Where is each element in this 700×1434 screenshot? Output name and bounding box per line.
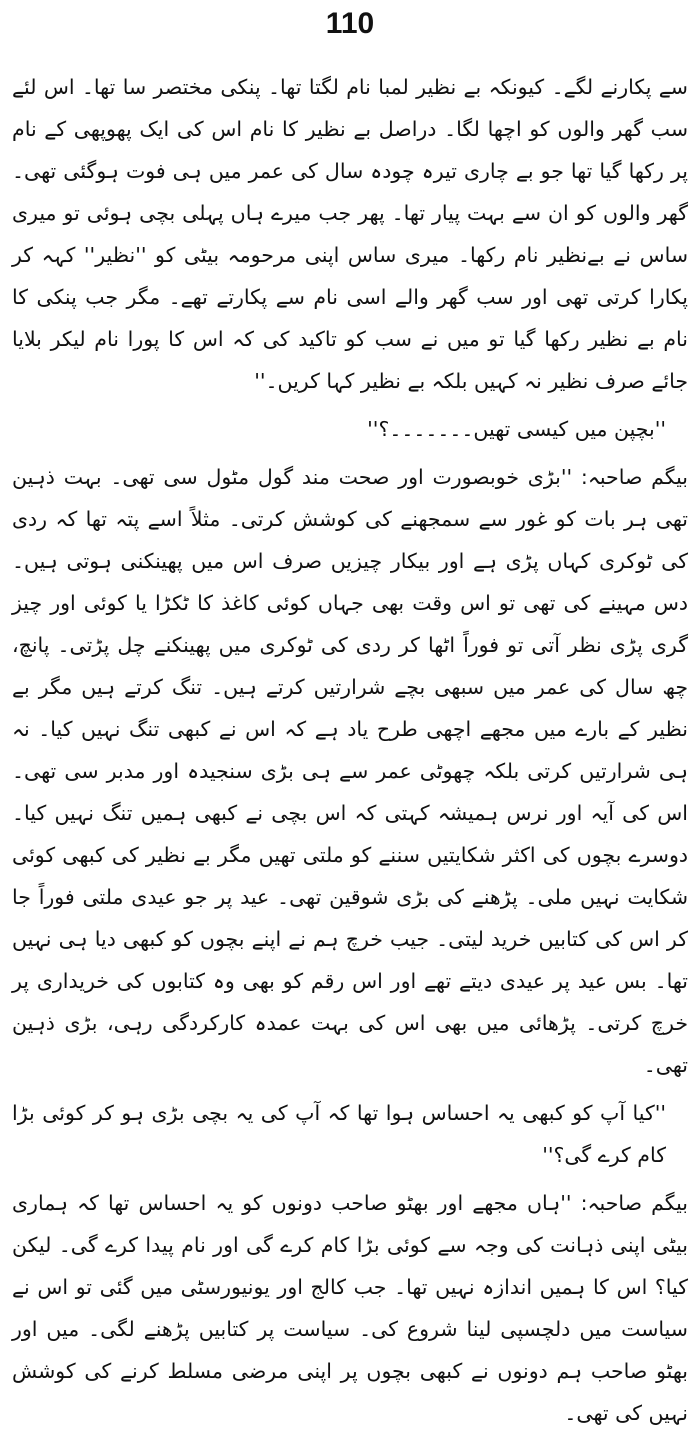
paragraph-answer-childhood: بیگم صاحبہ: ''بڑی خوبصورت اور صحت مند گول مٹول سی تھی۔ بہت ذہین تھی ہر بات کو غور سے سمجھنے کی کوشش کرتی۔ مثلاً اسے پتہ تھا کہ ردی کی ٹوکری کہاں پڑی ہے اور بیکار چیزیں صرف اس میں پھینکنی ہوتی ہیں۔ دس مہینے کی تھی تو اس وقت بھی جہاں کوئی کاغذ کا ٹکڑا یا کوئی اور چیز گری پڑی نظر آتی تو فوراً اٹھا کر ردی کی ٹوکری میں پھینکنے چل پڑتی۔ پانچ، چھ سال کی عمر میں سبھی بچے شرارتیں کرتے ہیں۔ تنگ کرتے ہیں مگر بے نظیر کے بارے میں مجھے اچھی طرح یاد ہے کہ اس نے کبھی تنگ نہیں کیا۔ نہ ہی شرارتیں کرتی بلکہ چھوٹی عمر سے ہی بڑی سنجیدہ اور مدبر سی تھی۔ اس کی آیہ اور نرس ہمیشہ کہتی کہ اس بچی نے کبھی ہمیں تنگ نہیں کیا۔ دوسرے بچوں کی اکثر شکایتیں سننے کو ملتی تھیں مگر بے نظیر کی کبھی کوئی شکایت نہیں ملی۔ پڑھنے کی بڑی شوقین تھی۔ عید پر جو عیدی ملتی فوراً جا کر اس کی کتابیں خرید لیتی۔ جیب خرچ ہم نے اپنے بچوں کو کبھی دیا ہی نہیں تھا۔ بس عید پر عیدی دیتے تھے اور اس رقم کو بھی وہ کتابوں کی خریداری پر خرچ کرتی۔ پڑھائی میں بھی اس کی بہت عمدہ کارکردگی رہی، بڑی ذہین تھی۔: [12, 465, 688, 1077]
paragraph-intro-answer: سے پکارنے لگے۔ کیونکہ بے نظیر لمبا نام لگتا تھا۔ پنکی مختصر سا تھا۔ اس لئے سب گھر والوں کو اچھا لگا۔ دراصل بے نظیر کا نام اس کی ایک پھوپھی کے نام پر رکھا گیا تھا جو بے چاری تیرہ چودہ سال کی عمر میں ہی فوت ہوگئی تھی۔ گھر والوں کو ان سے بہت پیار تھا۔ پھر جب میرے ہاں پہلی بچی ہوئی تو میری ساس نے بےنظیر نام رکھا۔ میری ساس اپنی مرحومہ بیٹی کو ''نظیر'' کہہ کر پکارا کرتی تھی اور سب گھر والے اسی نام سے پکارتے تھے۔ مگر جب پنکی کا نام بے نظیر رکھا گیا تو میں نے سب کو تاکید کی کہ اس کا پورا نام لیکر بلایا جائے صرف نظیر نہ کہیں بلکہ بے نظیر کہا کریں۔'': [12, 75, 688, 393]
page-number: 110: [325, 7, 375, 40]
page-text: [12, 66, 688, 1434]
paragraph-question-future: ''کیا آپ کو کبھی یہ احساس ہوا تھا کہ آپ کی یہ بچی بڑی ہو کر کوئی بڑا کام کرے گی؟'': [12, 1101, 666, 1167]
paragraph-answer-future: بیگم صاحبہ: ''ہاں مجھے اور بھٹو صاحب دونوں کو یہ احساس تھا کہ ہماری بیٹی اپنی ذہانت کی وجہ سے کوئی بڑا کام کرے گی اور نام پیدا کرے گی۔ لیکن کیا؟ اس کا ہمیں اندازہ نہیں تھا۔ جب کالج اور یونیورسٹی میں گئی تو اس نے سیاست میں دلچسپی لینا شروع کی۔ سیاست پر کتابیں پڑھنے لگی۔ میں اور بھٹو صاحب ہم دونوں نے کبھی بچوں پر اپنی مرضی مسلط کرنے کی کوشش نہیں کی تھی۔: [12, 1191, 688, 1425]
paragraph-question-childhood: ''بچپن میں کیسی تھیں۔۔۔۔۔۔۔؟'': [367, 417, 666, 441]
